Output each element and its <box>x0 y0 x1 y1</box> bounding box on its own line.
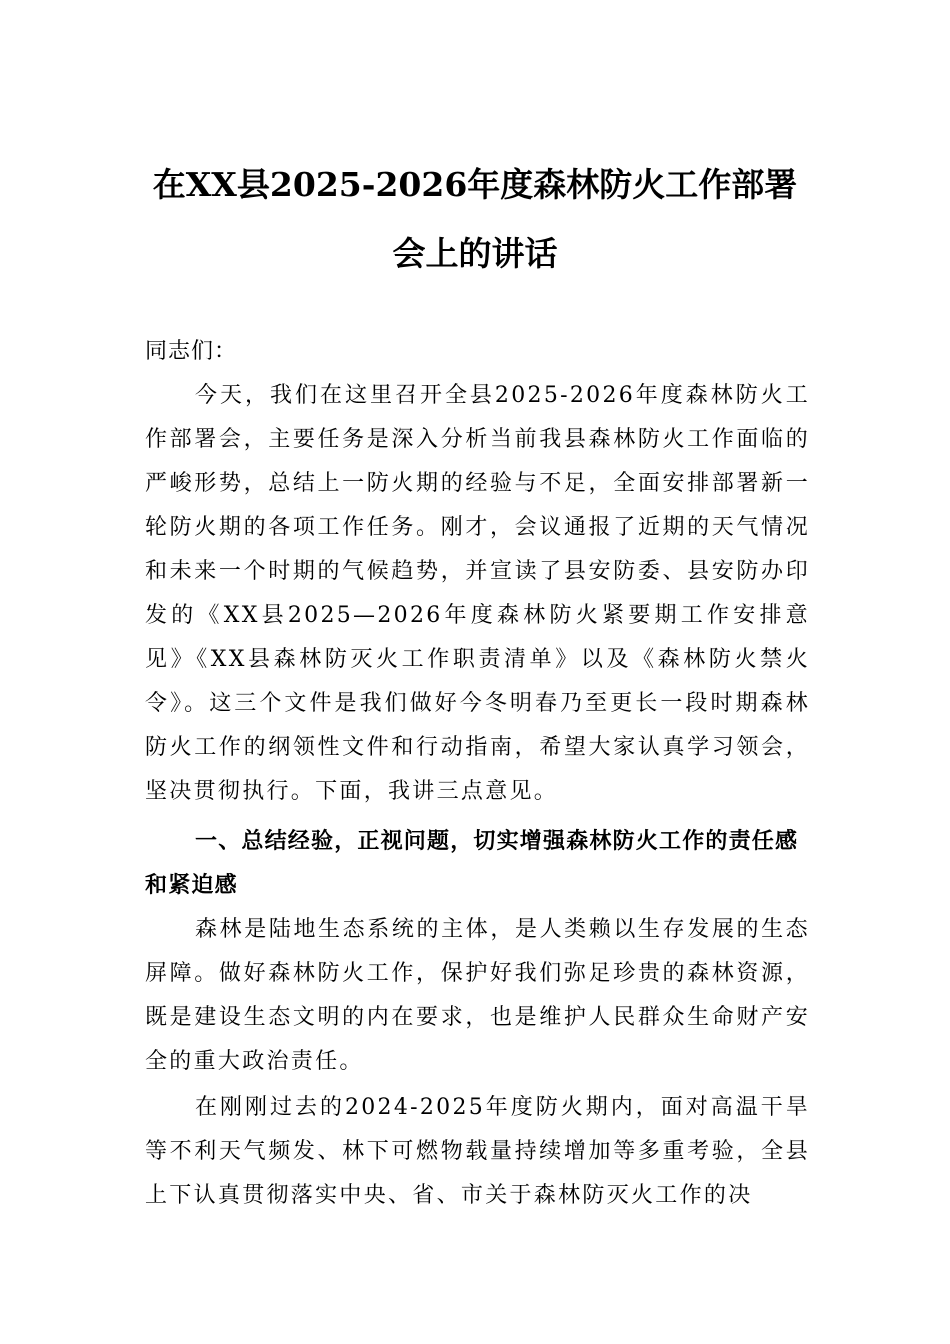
paragraph-intro: 今天，我们在这里召开全县2025-2026年度森林防火工作部署会，主要任务是深入分析当前我县森林防火工作面临的严峻形势，总结上一防火期的经验与不足，全面安排部署新一轮防火期的各项工作任务。刚才，会议通报了近期的天气情况和未来一个时期的气候趋势，并宣读了县安防委、县安防办印发的《XX县2025—2026年度森林防火紧要期工作安排意见》《XX县森林防灭火工作职责清单》以及《森林防火禁火令》。这三个文件是我们做好今冬明春乃至更长一段时期森林防火工作的纲领性文件和行动指南，希望大家认真学习领会，坚决贯彻执行。下面，我讲三点意见。 <box>145 383 810 804</box>
document-title-line-1: 在XX县2025-2026年度森林防火工作部署 <box>152 165 798 204</box>
paragraph-last-season: 在刚刚过去的2024-2025年度防火期内，面对高温干旱等不利天气频发、林下可燃物载量持续增加等多重考验，全县上下认真贯彻落实中央、省、市关于森林防灭火工作的决 <box>145 1095 810 1208</box>
document-title-line-2: 会上的讲话 <box>392 234 558 273</box>
salutation: 同志们： <box>145 339 238 364</box>
paragraph-forest-importance: 森林是陆地生态系统的主体，是人类赖以生存发展的生态屏障。做好森林防火工作，保护好我们弥足珍贵的森林资源，既是建设生态文明的内在要求，也是维护人民群众生命财产安全的重大政治责任。 <box>145 917 810 1074</box>
section-heading-1: 一、总结经验，正视问题，切实增强森林防火工作的责任感和紧迫感 <box>145 829 799 898</box>
